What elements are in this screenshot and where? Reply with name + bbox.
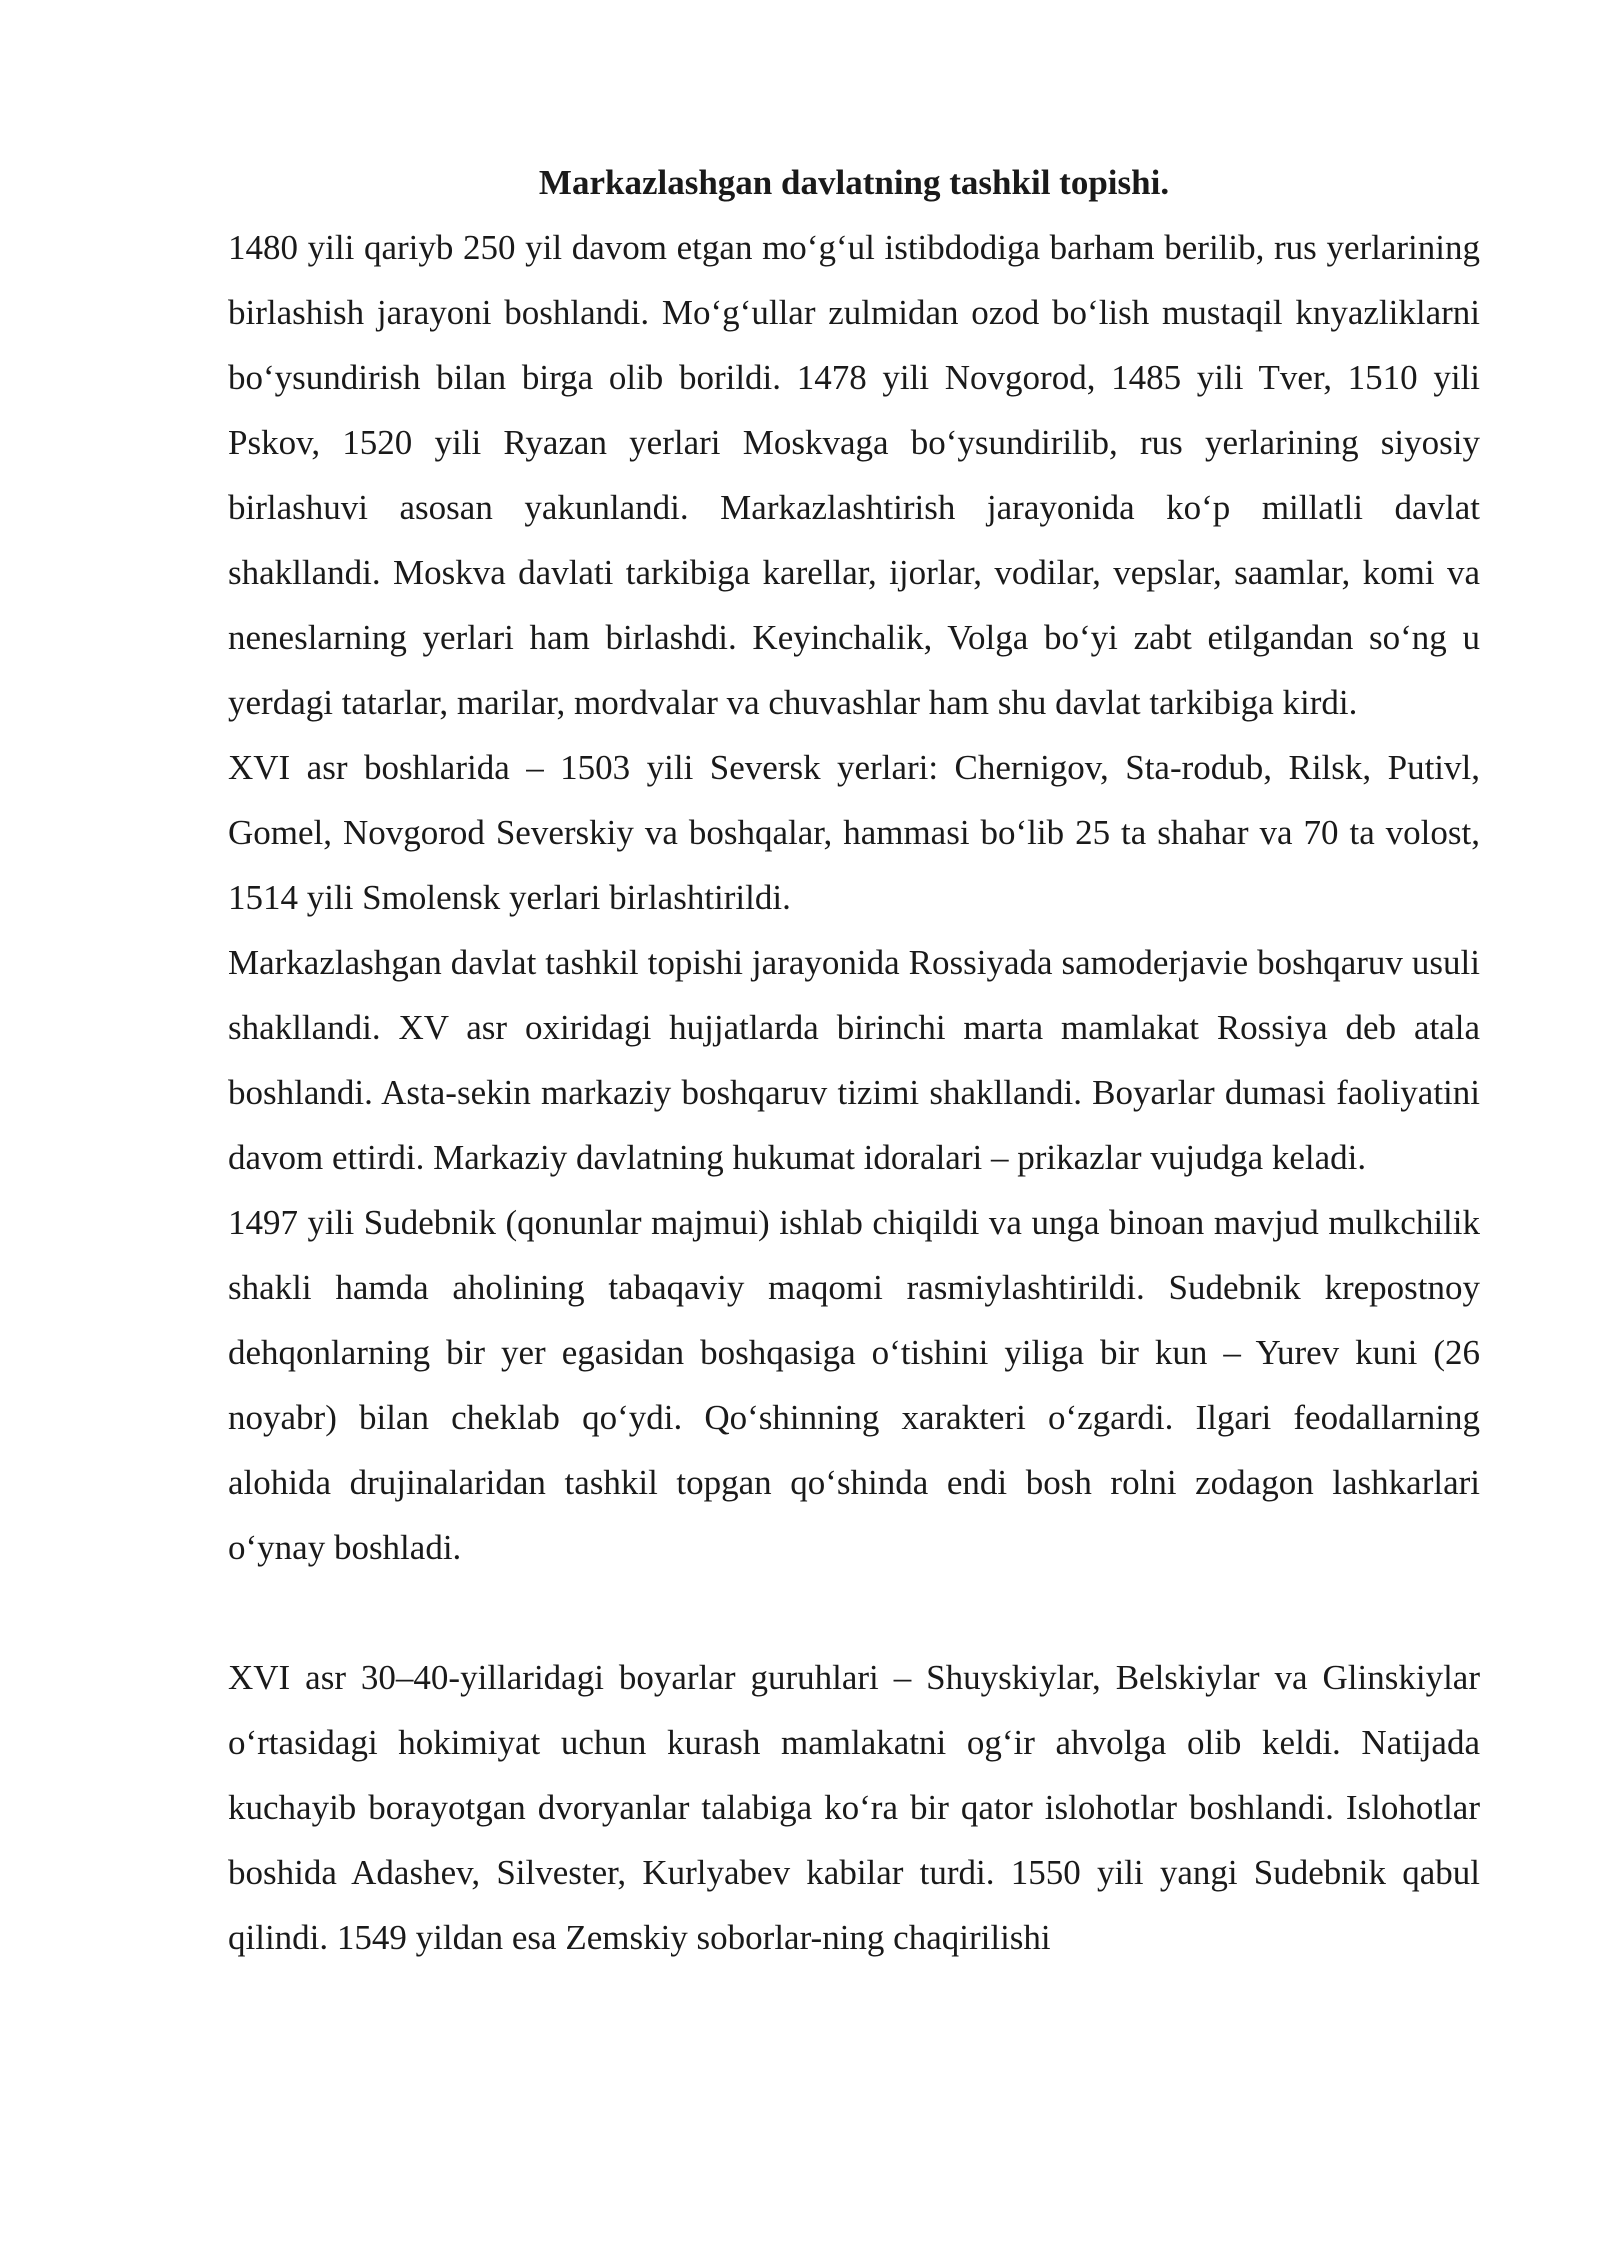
document-body: [228, 150, 1480, 1970]
paragraph-spacer: [228, 1580, 1480, 1645]
paragraph-2: XVI asr boshlarida – 1503 yili Seversk yerlari: Chernigov, Sta-rodub, Rilsk, Putivl, Gomel, Novgorod Severskiy va boshqalar, hammasi bo‘lib 25 ta shahar va 70 ta volost, 1514 yili Smolensk yerlari birlashtirildi.: [228, 748, 1480, 917]
paragraph-5: XVI asr 30–40-yillaridagi boyarlar guruhlari – Shuyskiylar, Belskiylar va Glinskiylar o‘rtasidagi hokimiyat uchun kurash mamlakatni og‘ir ahvolga olib keldi. Natijada kuchayib borayotgan dvoryanlar talabiga ko‘ra bir qator islohotlar boshlandi. Islohotlar boshida Adashev, Silvester, Kurlyabev kabilar turdi. 1550 yili yangi Sudebnik qabul qilindi. 1549 yildan esa Zemskiy soborlar-ning chaqirilishi: [228, 1658, 1480, 1957]
paragraph-3: Markazlashgan davlat tashkil topishi jarayonida Rossiyada samoderjavie boshqaruv usuli shakllandi. XV asr oxiridagi hujjatlarda birinchi marta mamlakat Rossiya deb atala boshlandi. Asta-sekin markaziy boshqaruv tizimi shakllandi. Boyarlar dumasi faoliyatini davom ettirdi. Markaziy davlatning hukumat idoralari – prikazlar vujudga keladi.: [228, 943, 1480, 1177]
paragraph-1: 1480 yili qariyb 250 yil davom etgan mo‘g‘ul istibdodiga barham berilib, rus yerlarining birlashish jarayoni boshlandi. Mo‘g‘ullar zulmidan ozod bo‘lish mustaqil knyazliklarni bo‘ysundirish bilan birga olib borildi. 1478 yili Novgorod, 1485 yili Tver, 1510 yili Pskov, 1520 yili Ryazan yerlari Moskvaga bo‘ysundirilib, rus yerlarining siyosiy birlashuvi asosan yakunlandi. Markazlashtirish jarayonida ko‘p millatli davlat shakllandi. Moskva davlati tarkibiga karellar, ijorlar, vodilar, vepslar, saamlar, komi va neneslarning yerlari ham birlashdi. Keyinchalik, Volga bo‘yi zabt etilgandan so‘ng u yerdagi tatarlar, marilar, mordvalar va chuvashlar ham shu davlat tarkibiga kirdi.: [228, 228, 1480, 722]
document-title: Markazlashgan davlatning tashkil topishi.: [538, 163, 1170, 202]
paragraph-4: 1497 yili Sudebnik (qonunlar majmui) ishlab chiqildi va unga binoan mavjud mulkchilik shakli hamda aholining tabaqaviy maqomi rasmiylashtirildi. Sudebnik krepostnoy dehqonlarning bir yer egasidan boshqasiga o‘tishini yiliga bir kun – Yurev kuni (26 noyabr) bilan cheklab qo‘ydi. Qo‘shinning xarakteri o‘zgardi. Ilgari feodallarning alohida drujinalaridan tashkil topgan qo‘shinda endi bosh rolni zodagon lashkarlari o‘ynay boshladi.: [228, 1203, 1480, 1567]
